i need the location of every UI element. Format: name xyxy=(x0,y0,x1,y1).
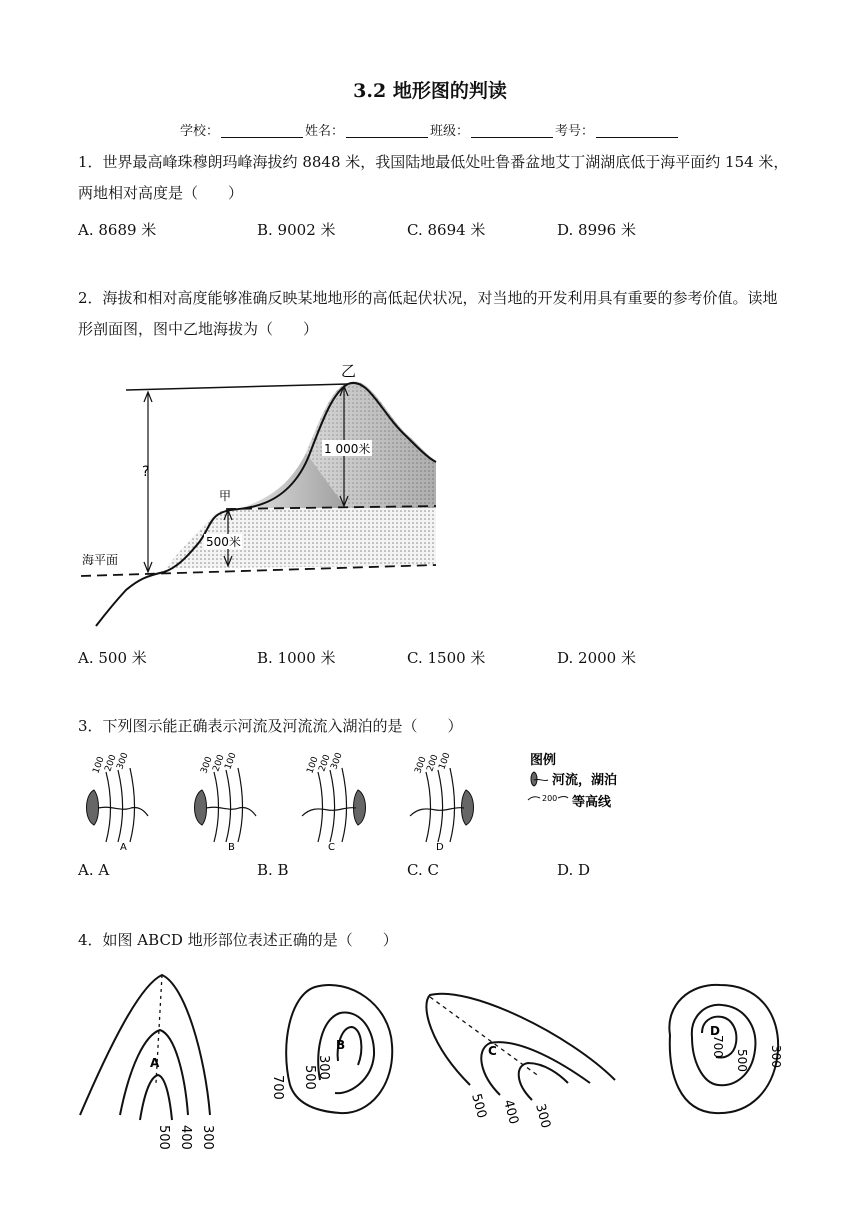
question-4-text: 4．如图 ABCD 地形部位表述正确的是（ ） xyxy=(78,931,398,949)
name-blank[interactable] xyxy=(346,123,428,138)
q2-option-b[interactable]: B. 1000 米 xyxy=(257,649,336,667)
svg-text:700: 700 xyxy=(711,1035,725,1058)
svg-text:100: 100 xyxy=(223,751,239,772)
panel-a-letter: A xyxy=(120,842,127,853)
legend-river-label: 河流，湖泊 xyxy=(552,773,618,788)
panel-d-letter: D xyxy=(436,842,444,853)
contour-maps-figure xyxy=(70,965,800,1155)
svg-text:500: 500 xyxy=(156,1125,171,1150)
q3-option-b[interactable]: B. B xyxy=(257,861,289,879)
q3-option-d[interactable]: D. D xyxy=(557,861,591,879)
panel-a xyxy=(87,751,149,853)
label-500m: 500米 xyxy=(206,535,241,549)
river-contour-figure xyxy=(76,750,656,855)
class-blank[interactable] xyxy=(471,123,553,138)
question-3-text: 3．下列图示能正确表示河流及河流流入湖泊的是（ ） xyxy=(78,717,463,735)
panel-c xyxy=(302,751,366,853)
legend-contour-value: 200 xyxy=(542,794,558,803)
contour-map-a xyxy=(80,975,215,1150)
point-d: D xyxy=(710,1024,720,1038)
svg-text:100: 100 xyxy=(91,755,107,776)
figure-legend xyxy=(528,752,617,810)
q1-option-d[interactable]: D. 8996 米 xyxy=(557,221,636,239)
student-info-line xyxy=(0,120,860,139)
svg-text:300: 300 xyxy=(769,1045,783,1068)
name-label: 姓名： xyxy=(304,124,344,139)
svg-text:200: 200 xyxy=(103,753,119,774)
svg-text:300: 300 xyxy=(316,1055,331,1080)
peak-label-yi: 乙 xyxy=(341,362,357,380)
svg-text:300: 300 xyxy=(329,751,345,772)
point-a: A xyxy=(150,1056,160,1070)
contour-map-d xyxy=(669,985,783,1113)
q2-option-a[interactable]: A. 500 米 xyxy=(78,649,147,667)
q1-option-b[interactable]: B. 9002 米 xyxy=(257,221,336,239)
svg-text:300: 300 xyxy=(532,1102,554,1131)
question-1-text: 1．世界最高峰珠穆朗玛峰海拔约 8848 米，我国陆地最低处吐鲁番盆地艾丁湖湖底低于海平面约 154 米，两地相对高度是（ ） xyxy=(78,153,789,202)
svg-text:300: 300 xyxy=(200,1125,215,1150)
svg-text:200: 200 xyxy=(211,753,227,774)
panel-c-letter: C xyxy=(328,842,335,853)
svg-text:300: 300 xyxy=(199,755,215,776)
exam-no-blank[interactable] xyxy=(596,123,678,138)
terrain-profile-figure xyxy=(76,358,446,628)
contour-map-b xyxy=(270,985,392,1113)
school-label: 学校： xyxy=(179,124,219,139)
svg-text:300: 300 xyxy=(115,751,131,772)
q1-option-c[interactable]: C. 8694 米 xyxy=(407,221,486,239)
exam-no-label: 考号： xyxy=(555,124,595,139)
svg-text:700: 700 xyxy=(270,1075,285,1100)
panel-d xyxy=(410,751,474,853)
class-label: 班级： xyxy=(430,124,470,139)
svg-text:100: 100 xyxy=(437,751,453,772)
svg-text:200: 200 xyxy=(317,753,333,774)
q2-option-d[interactable]: D. 2000 米 xyxy=(557,649,636,667)
panel-b xyxy=(195,751,257,853)
svg-text:400: 400 xyxy=(178,1125,193,1150)
svg-text:500: 500 xyxy=(468,1092,490,1121)
school-blank[interactable] xyxy=(221,123,303,138)
svg-text:500: 500 xyxy=(302,1065,317,1090)
question-2-text: 2．海拔和相对高度能够准确反映某地地形的高低起伏状况，对当地的开发利用具有重要的参考价值。读地形剖面图，图中乙地海拔为（ ） xyxy=(78,289,778,338)
q2-option-c[interactable]: C. 1500 米 xyxy=(407,649,486,667)
point-c: C xyxy=(488,1044,497,1058)
point-b: B xyxy=(336,1038,346,1052)
q1-option-a[interactable]: A. 8689 米 xyxy=(78,221,157,239)
svg-text:500: 500 xyxy=(735,1049,749,1072)
q3-option-a[interactable]: A. A xyxy=(78,861,110,879)
legend-contour-label: 等高线 xyxy=(572,795,612,810)
svg-text:300: 300 xyxy=(413,755,429,776)
svg-text:100: 100 xyxy=(305,755,321,776)
contour-map-c xyxy=(426,994,615,1130)
unknown-height-label: ? xyxy=(142,464,150,480)
svg-text:200: 200 xyxy=(425,753,441,774)
sea-level-label: 海平面 xyxy=(82,553,119,567)
svg-text:400: 400 xyxy=(500,1098,522,1127)
label-1000m: 1 000米 xyxy=(324,442,371,456)
page-title: 3.2 地形图的判读 xyxy=(353,80,507,102)
summit-level-line xyxy=(126,384,348,390)
point-label-jia: 甲 xyxy=(219,489,232,503)
legend-title: 图例 xyxy=(530,753,557,768)
panel-b-letter: B xyxy=(228,842,235,853)
q3-option-c[interactable]: C. C xyxy=(407,861,439,879)
